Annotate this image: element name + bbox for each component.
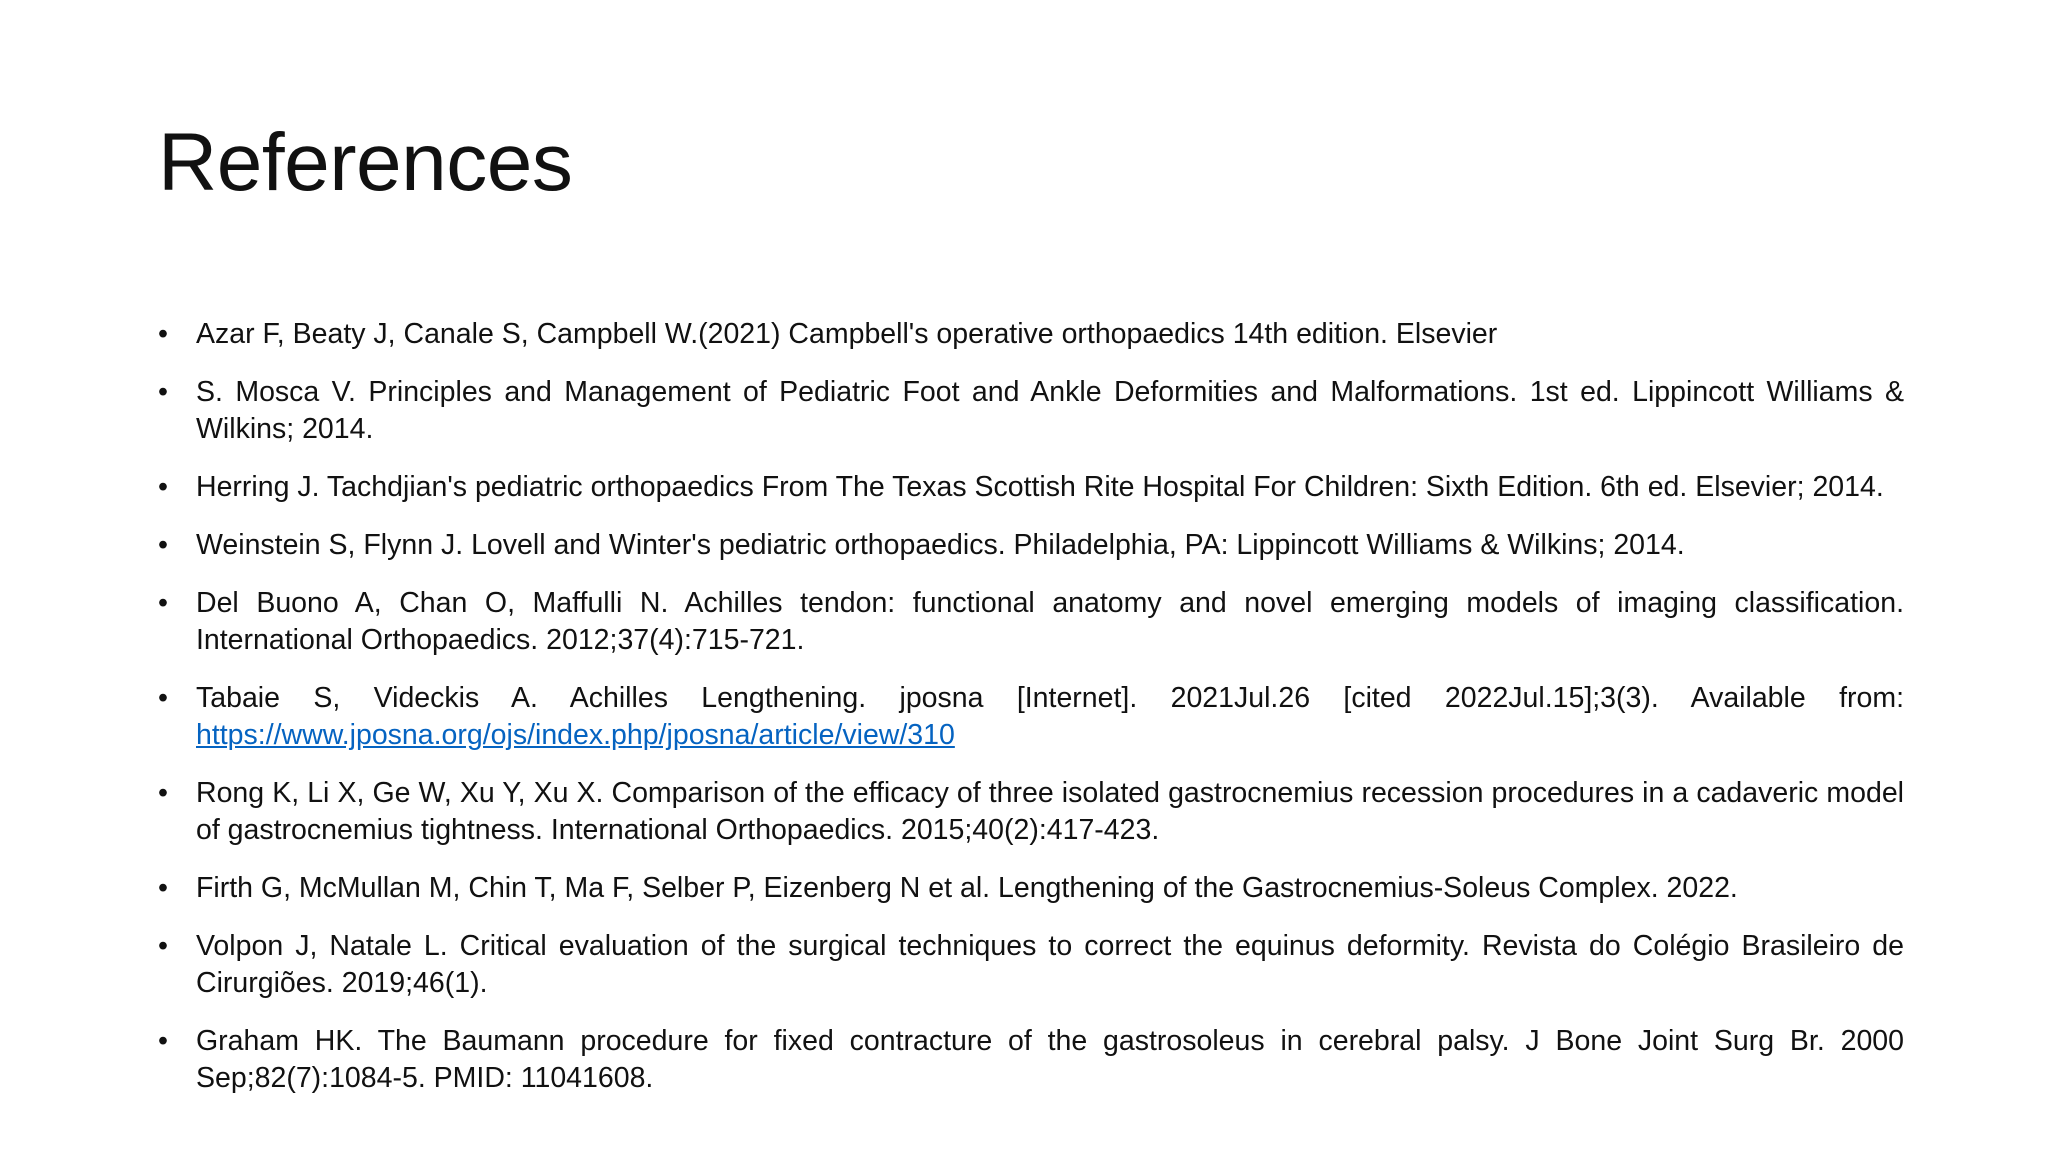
reference-text: Rong K, Li X, Ge W, Xu Y, Xu X. Comparison of the efficacy of three isolated gastrocnemius recession procedures in a cadaveric model of gastrocnemius tightness. International Orthopaedics. 2015;40(2):417-423. [196,777,1904,846]
reference-item [158,585,1904,659]
reference-item [158,469,1904,506]
reference-item [158,870,1904,907]
bullet-icon: • [158,682,168,714]
reference-text: Herring J. Tachdjian's pediatric orthopaedics From The Texas Scottish Rite Hospital For Children: Sixth Edition. 6th ed. Elsevier; 2014. [196,471,1884,503]
bullet-icon: • [158,529,168,561]
slide-title: References [158,117,573,208]
reference-text: Tabaie S, Videckis A. Achilles Lengthening. jposna [Internet]. 2021Jul.26 [cited 2022Jul.15];3(3). Available from: [196,682,1904,714]
bullet-icon: • [158,587,168,619]
reference-list [158,316,1904,1118]
reference-text: Del Buono A, Chan O, Maffulli N. Achilles tendon: functional anatomy and novel emerging models of imaging classification. International Orthopaedics. 2012;37(4):715-721. [196,587,1904,656]
reference-item [158,775,1904,849]
bullet-icon: • [158,872,168,904]
bullet-icon: • [158,318,168,350]
reference-text: Weinstein S, Flynn J. Lovell and Winter's pediatric orthopaedics. Philadelphia, PA: Lippincott Williams & Wilkins; 2014. [196,529,1685,561]
reference-text: Firth G, McMullan M, Chin T, Ma F, Selber P, Eizenberg N et al. Lengthening of the Gastrocnemius-Soleus Complex. 2022. [196,872,1738,904]
reference-item [158,374,1904,448]
bullet-icon: • [158,777,168,809]
bullet-icon: • [158,930,168,962]
reference-item [158,928,1904,1002]
reference-text: Azar F, Beaty J, Canale S, Campbell W.(2021) Campbell's operative orthopaedics 14th edition. Elsevier [196,318,1498,350]
reference-text: Volpon J, Natale L. Critical evaluation of the surgical techniques to correct the equinus deformity. Revista do Colégio Brasileiro de Cirurgiões. 2019;46(1). [196,930,1904,999]
bullet-icon: • [158,1025,168,1057]
reference-text: Graham HK. The Baumann procedure for fixed contracture of the gastrosoleus in cerebral palsy. J Bone Joint Surg Br. 2000 Sep;82(7):1084-5. PMID: 11041608. [196,1025,1904,1094]
reference-text: S. Mosca V. Principles and Management of Pediatric Foot and Ankle Deformities and Malformations. 1st ed. Lippincott Williams & Wilkins; 2014. [196,376,1904,445]
reference-link[interactable]: https://www.jposna.org/ojs/index.php/jposna/article/view/310 [196,719,955,751]
reference-item [158,527,1904,564]
reference-item [158,680,1904,754]
bullet-icon: • [158,471,168,503]
reference-item [158,316,1904,353]
bullet-icon: • [158,376,168,408]
reference-item [158,1023,1904,1097]
